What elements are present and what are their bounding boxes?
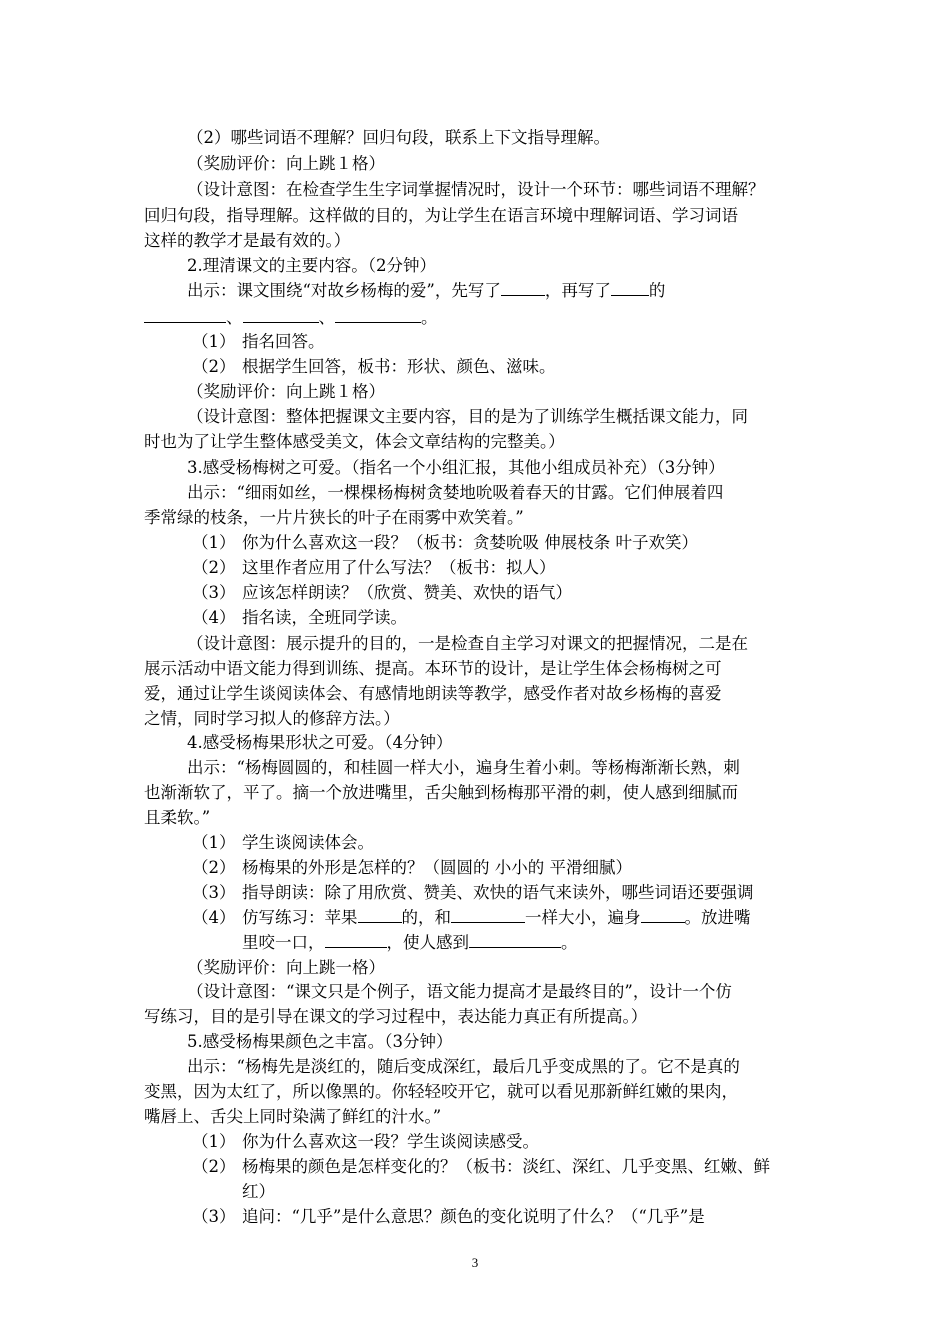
list-item-marker: （2） <box>192 1157 236 1176</box>
page-number: 3 <box>471 1255 479 1270</box>
list-item-marker: （3） <box>192 583 236 602</box>
list-item-marker: （4） <box>192 908 236 927</box>
blank-underline <box>335 306 421 323</box>
list-item-text: 应该怎样朗读？（欣赏、赞美、欢快的语气） <box>242 583 572 602</box>
design-note-line: 展示活动中语文能力得到训练、提高。本环节的设计，是让学生体会杨梅树之可 <box>144 659 722 678</box>
quote-line: 出示：“细雨如丝，一棵棵杨梅树贪婪地吮吸着春天的甘露。它们伸展着四 <box>187 483 724 502</box>
section-heading: 5.感受杨梅果颜色之丰富。（3分钟） <box>187 1032 453 1051</box>
quote-line: 出示：“杨梅先是淡红的，随后变成深红，最后几乎变成黑的了。它不是真的 <box>187 1057 740 1076</box>
text-line: （2）哪些词语不理解？回归句段，联系上下文指导理解。 <box>187 128 610 147</box>
list-item-text: 杨梅果的颜色是怎样变化的？（板书：淡红、深红、几乎变黑、红嫩、鲜 <box>242 1157 770 1176</box>
fill-blank-line <box>242 931 578 955</box>
design-note-line: 写练习，目的是引导在课文的学习过程中，表达能力真正有所提高。） <box>144 1007 648 1026</box>
text-segment: 的 <box>648 281 666 300</box>
list-item-marker: （1） <box>192 1132 236 1151</box>
quote-line: 出示：“杨梅圆圆的，和桂圆一样大小，遍身生着小刺。等杨梅渐渐长熟，刺 <box>187 758 740 777</box>
list-item-text: 这里作者应用了什么写法？（板书：拟人） <box>242 558 556 577</box>
list-item-marker: （4） <box>192 608 236 627</box>
quote-line: 嘴唇上、舌尖上同时染满了鲜红的汁水。” <box>144 1107 442 1126</box>
blank-underline <box>325 931 387 948</box>
list-item-text: 追问：“几乎”是什么意思？颜色的变化说明了什么？（“几乎”是 <box>242 1207 705 1226</box>
section-heading: 3.感受杨梅树之可爱。（指名一个小组汇报，其他小组成员补充）（3分钟） <box>187 458 725 477</box>
list-item-marker: （3） <box>192 1207 236 1226</box>
list-item-text: 杨梅果的外形是怎样的？（圆圆的 小小的 平滑细腻） <box>242 858 632 877</box>
quote-line: 变黑，因为太红了，所以像黑的。你轻轻咬开它，就可以看见那新鲜红嫩的果肉， <box>144 1082 738 1101</box>
text-line: （奖励评价：向上跳１格） <box>187 382 385 401</box>
list-item-text: 学生谈阅读体会。 <box>242 833 374 852</box>
text-line: （奖励评价：向上跳一格） <box>187 958 385 977</box>
design-note-line: 这样的教学才是最有效的。） <box>144 231 351 250</box>
list-item-text: 红） <box>242 1182 275 1201</box>
text-segment: 一样大小，遍身 <box>525 908 641 927</box>
text-segment: 里咬一口， <box>242 933 325 952</box>
text-segment: ，使人感到 <box>386 933 469 952</box>
design-note-line: 之情，同时学习拟人的修辞方法。） <box>144 709 400 728</box>
design-note-line: （设计意图：展示提升的目的，一是检查自主学习对课文的把握情况，二是在 <box>187 634 748 653</box>
list-item-marker: （2） <box>192 558 236 577</box>
quote-line: 且柔软。” <box>144 808 211 827</box>
list-item-text: 指导朗读：除了用欣赏、赞美、欢快的语气来读外，哪些词语还要强调 <box>242 883 754 902</box>
quote-line: 也渐渐软了，平了。摘一个放进嘴里，舌尖触到杨梅那平滑的刺，使人感到细腻而 <box>144 783 738 802</box>
list-item-marker: （2） <box>192 858 236 877</box>
section-heading: 2.理清课文的主要内容。（2分钟） <box>187 256 436 275</box>
fill-blank-line <box>242 906 751 930</box>
fill-blank-line <box>144 306 438 330</box>
fill-blank-line <box>187 279 665 303</box>
blank-underline <box>243 306 319 323</box>
design-note-line: （设计意图：“课文只是个例子，语文能力提高才是最终目的”，设计一个仿 <box>187 982 732 1001</box>
design-note-line: （设计意图：整体把握课文主要内容，目的是为了训练学生概括课文能力，同 <box>187 407 748 426</box>
text-segment: 的，和 <box>401 908 451 927</box>
section-heading: 4.感受杨梅果形状之可爱。（4分钟） <box>187 733 453 752</box>
design-note-line: 回归句段，指导理解。这样做的目的，为让学生在语言环境中理解词语、学习词语 <box>144 206 738 225</box>
list-item-text: 指名回答。 <box>242 332 325 351</box>
text-segment: ，再写了 <box>544 281 611 300</box>
text-segment: 。 <box>421 308 438 327</box>
quote-line: 季常绿的枝条，一片片狭长的叶子在雨雾中欢笑着。” <box>144 508 524 527</box>
blank-underline <box>611 279 649 296</box>
blank-underline <box>641 906 685 923</box>
text-segment: 。放进嘴 <box>684 908 751 927</box>
text-segment: 、 <box>226 308 243 327</box>
blank-underline <box>144 306 226 323</box>
list-item-text: 你为什么喜欢这一段？学生谈阅读感受。 <box>242 1132 539 1151</box>
blank-underline <box>469 931 561 948</box>
text-line: （奖励评价：向上跳１格） <box>187 154 385 173</box>
text-segment: 出示：课文围绕“对故乡杨梅的爱”，先写了 <box>187 281 501 300</box>
blank-underline <box>451 906 525 923</box>
list-item-text: 指名读，全班同学读。 <box>242 608 407 627</box>
text-segment: 仿写练习：苹果 <box>242 908 358 927</box>
design-note-line: 爱，通过让学生谈阅读体会、有感情地朗读等教学，感受作者对故乡杨梅的喜爱 <box>144 684 722 703</box>
text-segment: 、 <box>318 308 335 327</box>
design-note-line: （设计意图：在检查学生生字词掌握情况时，设计一个环节：哪些词语不理解？ <box>187 180 765 199</box>
blank-underline <box>358 906 402 923</box>
list-item-marker: （1） <box>192 533 236 552</box>
text-segment: 。 <box>561 933 578 952</box>
list-item-marker: （3） <box>192 883 236 902</box>
list-item-marker: （1） <box>192 833 236 852</box>
list-item-marker: （2） <box>192 357 236 376</box>
list-item-marker: （1） <box>192 332 236 351</box>
list-item-text: 你为什么喜欢这一段？（板书：贪婪吮吸 伸展枝条 叶子欢笑） <box>242 533 698 552</box>
list-item-text: 根据学生回答，板书：形状、颜色、滋味。 <box>242 357 556 376</box>
blank-underline <box>501 279 545 296</box>
design-note-line: 时也为了让学生整体感受美文，体会文章结构的完整美。） <box>144 432 565 451</box>
